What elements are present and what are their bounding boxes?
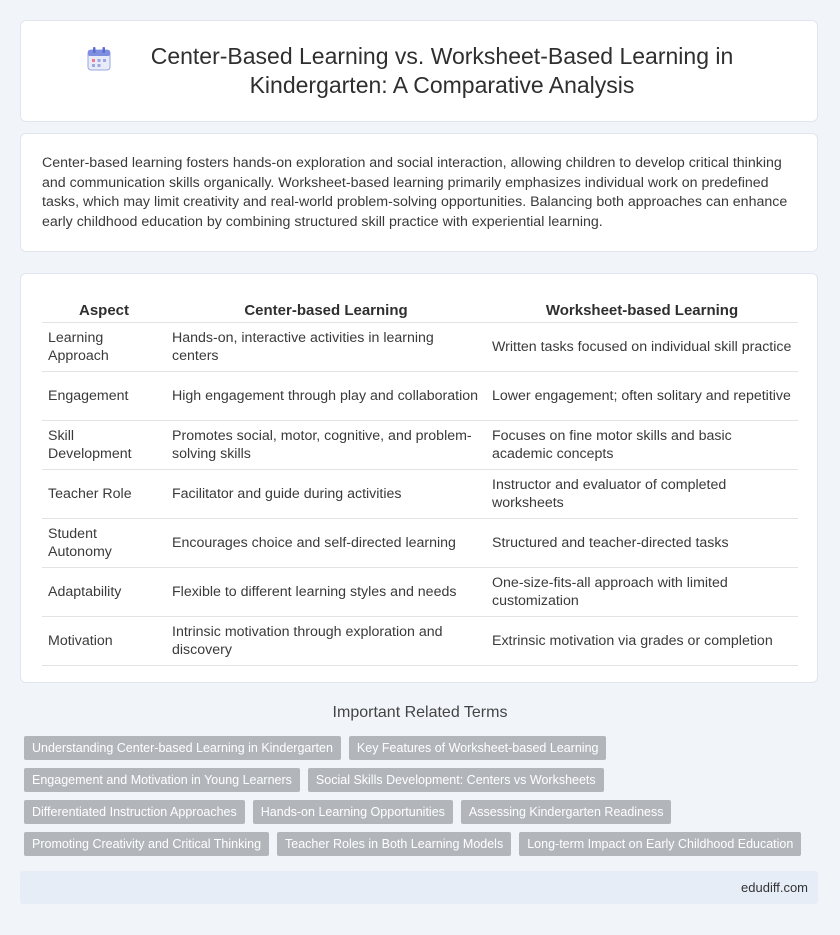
related-terms-title: Important Related Terms: [332, 704, 508, 721]
intro-paragraph: Center-based learning fosters hands-on exploration and social interaction, allowing children to develop critical thinking and communication skills organically. Worksheet-based learning primarily emphasizes individual work on predefined tasks, which may limit creativity and real-world problem-solving opportunities. Balancing both approaches can enhance early childhood education by combining structured skill practice with experiential learning.: [42, 155, 788, 230]
title-card: [20, 20, 818, 122]
worksheet-cell: Structured and teacher-directed tasks: [486, 519, 798, 568]
related-term-tag[interactable]: Engagement and Motivation in Young Learners: [24, 768, 300, 792]
related-term-tag[interactable]: Long-term Impact on Early Childhood Education: [519, 832, 801, 856]
table-header-row: [42, 294, 798, 323]
worksheet-cell: Written tasks focused on individual skill practice: [486, 323, 798, 372]
center-cell: High engagement through play and collaboration: [166, 372, 486, 421]
title-wrap: [86, 42, 752, 100]
table-row: [42, 470, 798, 519]
related-term-tag[interactable]: Hands-on Learning Opportunities: [253, 800, 453, 824]
worksheet-cell: Extrinsic motivation via grades or completion: [486, 617, 798, 666]
header-aspect: Aspect: [42, 294, 166, 323]
related-term-tag[interactable]: Assessing Kindergarten Readiness: [461, 800, 672, 824]
header-center-based: Center-based Learning: [166, 294, 486, 323]
aspect-cell: Adaptability: [42, 568, 166, 617]
related-term-tag[interactable]: Differentiated Instruction Approaches: [24, 800, 245, 824]
header-worksheet-based: Worksheet-based Learning: [486, 294, 798, 323]
footer-site-link[interactable]: edudiff.com: [741, 880, 808, 895]
related-term-tag[interactable]: Teacher Roles in Both Learning Models: [277, 832, 511, 856]
aspect-cell: Skill Development: [42, 421, 166, 470]
center-cell: Flexible to different learning styles and needs: [166, 568, 486, 617]
aspect-cell: Engagement: [42, 372, 166, 421]
table-row: [42, 372, 798, 421]
related-term-tag[interactable]: Promoting Creativity and Critical Thinking: [24, 832, 269, 856]
comparison-table: [42, 294, 798, 666]
center-cell: Promotes social, motor, cognitive, and problem-solving skills: [166, 421, 486, 470]
calendar-icon: [86, 46, 112, 72]
table-row: [42, 421, 798, 470]
aspect-cell: Learning Approach: [42, 323, 166, 372]
footer: [20, 871, 818, 904]
related-term-tag[interactable]: Key Features of Worksheet-based Learning: [349, 736, 607, 760]
center-cell: Intrinsic motivation through exploration and discovery: [166, 617, 486, 666]
comparison-card: [20, 273, 818, 683]
aspect-cell: Teacher Role: [42, 470, 166, 519]
intro-card: [20, 133, 818, 252]
center-cell: Facilitator and guide during activities: [166, 470, 486, 519]
table-row: [42, 323, 798, 372]
related-terms-list: [24, 736, 820, 856]
page-title: Center-Based Learning vs. Worksheet-Based Learning in Kindergarten: A Comparative Analysis: [150, 43, 734, 98]
related-term-tag[interactable]: Understanding Center-based Learning in Kindergarten: [24, 736, 341, 760]
table-row: [42, 519, 798, 568]
aspect-cell: Student Autonomy: [42, 519, 166, 568]
worksheet-cell: Instructor and evaluator of completed worksheets: [486, 470, 798, 519]
worksheet-cell: Lower engagement; often solitary and repetitive: [486, 372, 798, 421]
worksheet-cell: Focuses on fine motor skills and basic academic concepts: [486, 421, 798, 470]
table-row: [42, 617, 798, 666]
center-cell: Encourages choice and self-directed learning: [166, 519, 486, 568]
center-cell: Hands-on, interactive activities in learning centers: [166, 323, 486, 372]
worksheet-cell: One-size-fits-all approach with limited customization: [486, 568, 798, 617]
table-row: [42, 568, 798, 617]
aspect-cell: Motivation: [42, 617, 166, 666]
related-term-tag[interactable]: Social Skills Development: Centers vs Worksheets: [308, 768, 604, 792]
